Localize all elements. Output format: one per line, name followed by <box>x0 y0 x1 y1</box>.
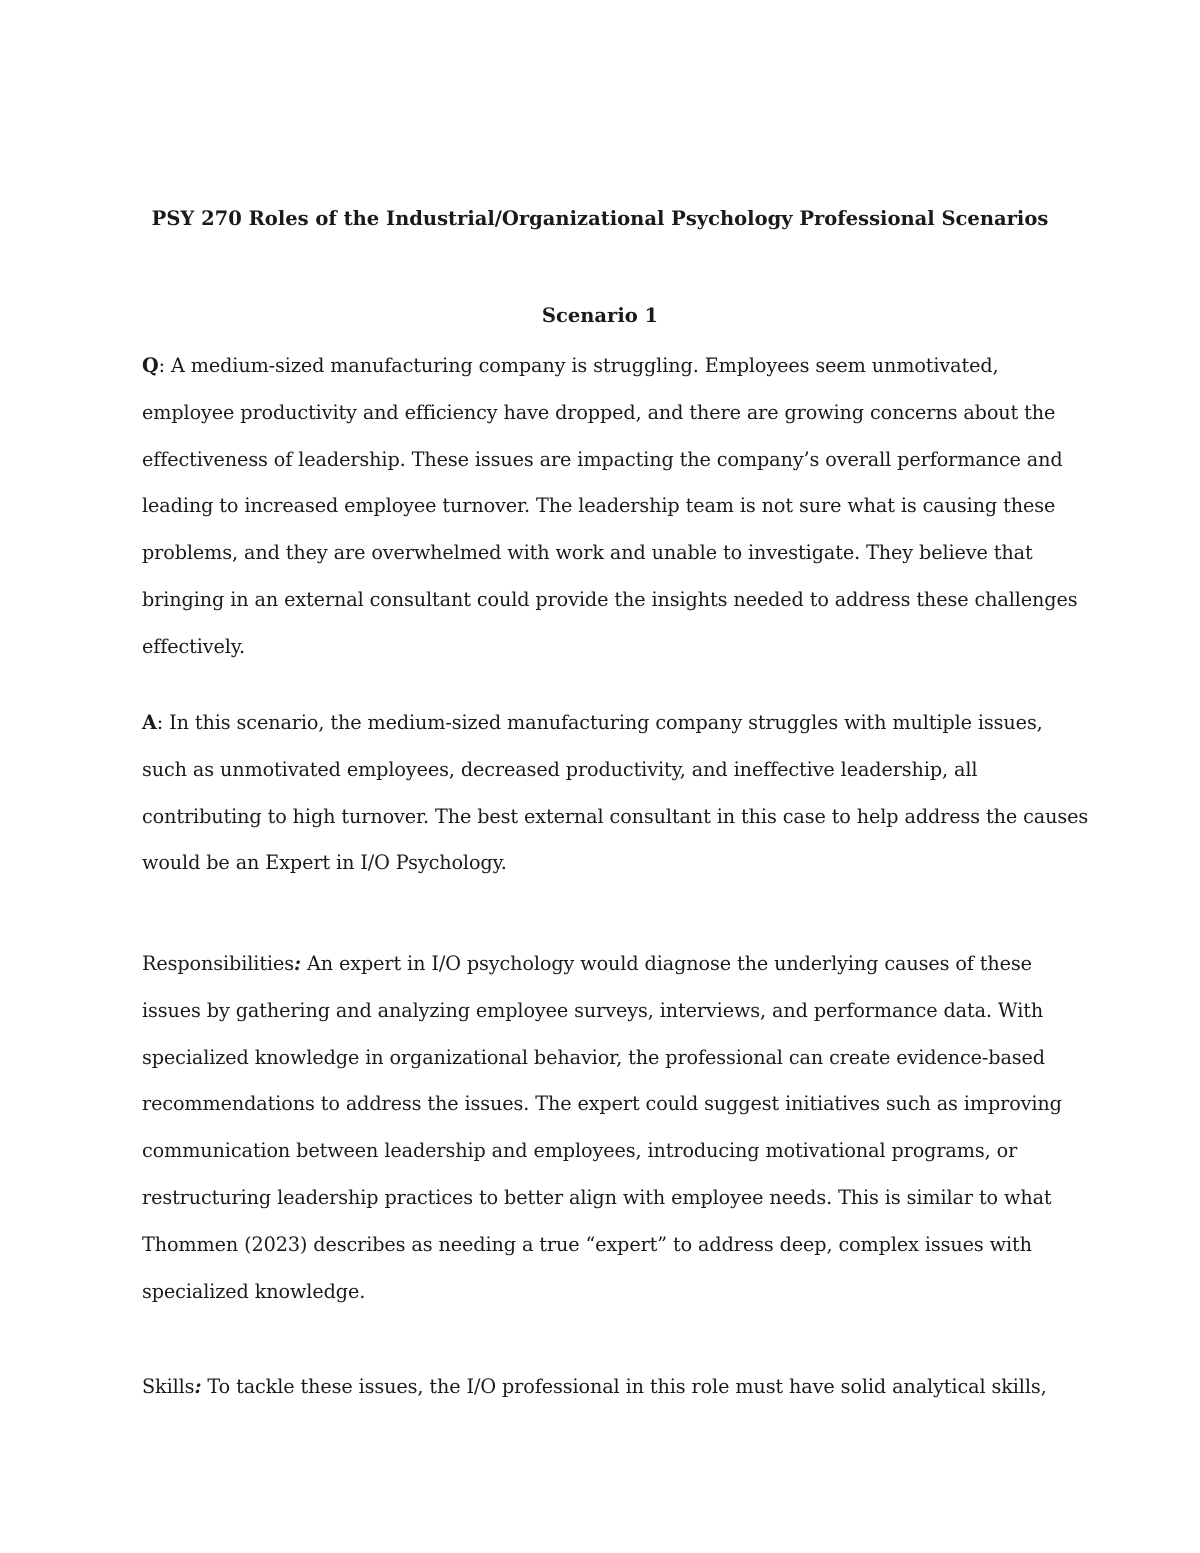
responsibilities-line: communication between leadership and employees, introducing motivational programs, or <box>142 1139 1018 1163</box>
responsibilities-line: restructuring leadership practices to better align with employee needs. This is similar to what <box>142 1185 1052 1209</box>
responsibilities-line: specialized knowledge in organizational behavior, the professional can create evidence-based <box>142 1045 1045 1069</box>
answer-paragraph <box>142 700 1089 887</box>
responsibilities-line: Thommen (2023) describes as needing a true “expert” to address deep, complex issues with <box>142 1232 1032 1256</box>
skills-paragraph <box>142 1364 1062 1411</box>
skills-colon: : <box>194 1375 202 1398</box>
skills-label: Skills <box>142 1375 195 1398</box>
question-line: employee productivity and efficiency have dropped, and there are growing concerns about the <box>142 400 1056 424</box>
skills-line <box>142 1364 1062 1411</box>
question-paragraph <box>142 343 1078 671</box>
responsibilities-line: issues by gathering and analyzing employee surveys, interviews, and performance data. With <box>142 998 1044 1022</box>
question-line: problems, and they are overwhelmed with work and unable to investigate. They believe that <box>142 541 1033 565</box>
responsibilities-paragraph <box>142 941 1062 1315</box>
answer-label: A <box>142 711 157 734</box>
responsibilities-text: An expert in I/O psychology would diagnose the underlying causes of these <box>300 952 1032 975</box>
answer-line <box>142 700 1062 747</box>
responsibilities-line: specialized knowledge. <box>142 1279 366 1303</box>
question-line <box>142 343 1062 390</box>
answer-line: contributing to high turnover. The best external consultant in this case to help address the causes <box>142 804 1089 828</box>
question-label: Q <box>142 354 159 377</box>
question-line: effectively. <box>142 634 246 658</box>
question-line: bringing in an external consultant could provide the insights needed to address these challenges <box>142 587 1078 611</box>
answer-text: : In this scenario, the medium-sized manufacturing company struggles with multiple issues, <box>156 711 1043 734</box>
skills-text: To tackle these issues, the I/O professional in this role must have solid analytical skills, <box>201 1375 1047 1398</box>
question-line: effectiveness of leadership. These issues are impacting the company’s overall performance and <box>142 447 1063 471</box>
responsibilities-label: Responsibilities <box>142 952 294 975</box>
question-line: leading to increased employee turnover. The leadership team is not sure what is causing these <box>142 494 1056 518</box>
answer-line: would be an Expert in I/O Psychology. <box>142 851 507 875</box>
answer-line: such as unmotivated employees, decreased productivity, and ineffective leadership, all <box>142 757 978 781</box>
question-text: : A medium-sized manufacturing company is struggling. Employees seem unmotivated, <box>158 354 999 377</box>
document-title: PSY 270 Roles of the Industrial/Organizational Psychology Professional Scenarios <box>151 207 1049 230</box>
responsibilities-line <box>142 941 1062 988</box>
responsibilities-line: recommendations to address the issues. The expert could suggest initiatives such as improving <box>142 1092 1062 1116</box>
responsibilities-colon: : <box>293 952 301 975</box>
scenario-heading: Scenario 1 <box>541 304 659 327</box>
